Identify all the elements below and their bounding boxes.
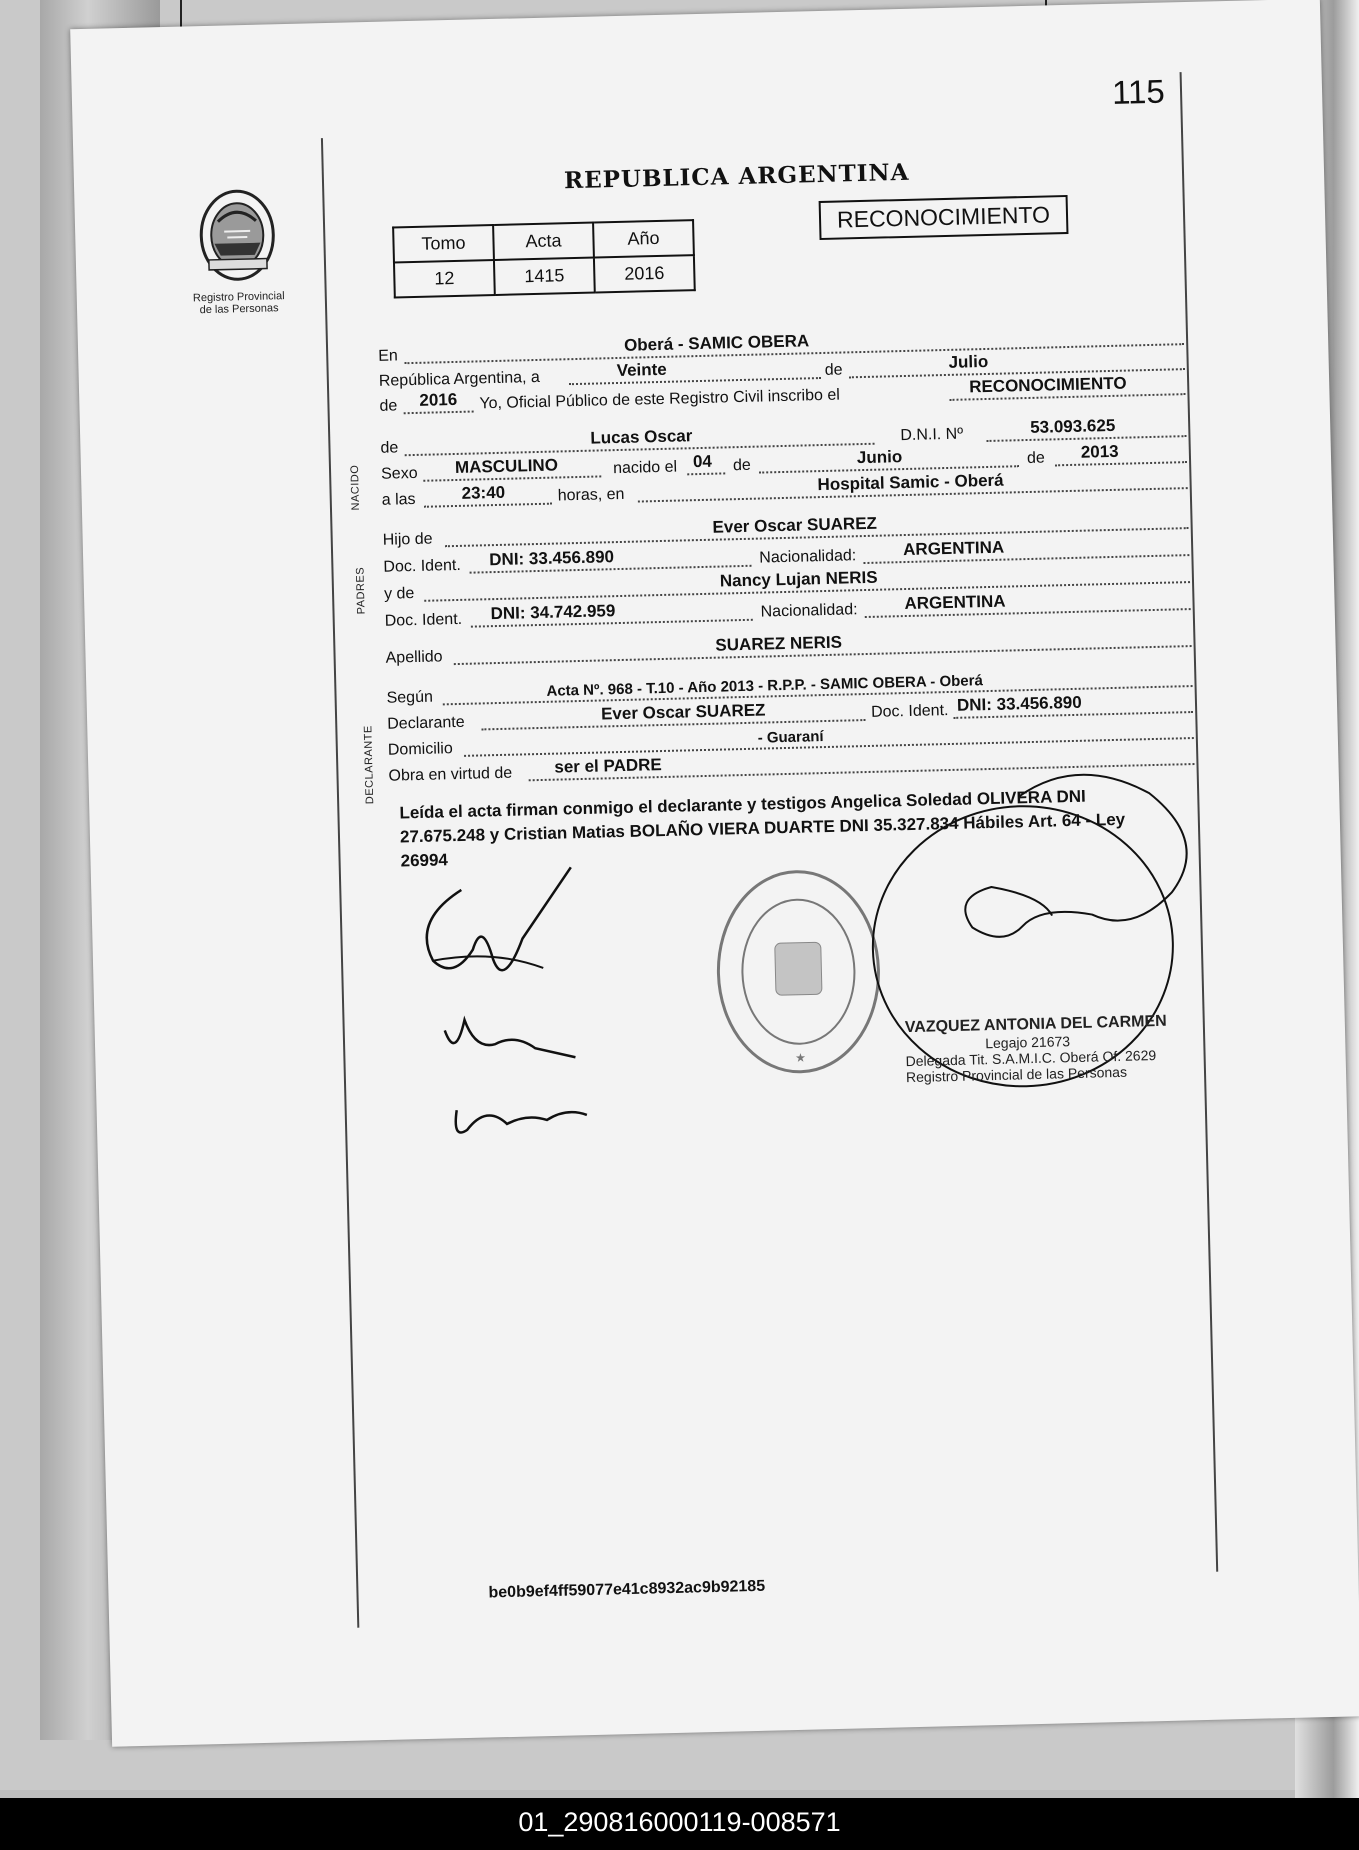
official-name: VAZQUEZ ANTONIA DEL CARMEN bbox=[904, 1012, 1167, 1037]
value-birth-month: Junio bbox=[856, 447, 903, 468]
label-sexo: Sexo bbox=[380, 464, 418, 483]
surname-row bbox=[385, 624, 1205, 670]
label-a-las: a las bbox=[381, 490, 416, 509]
dotted-line bbox=[1055, 461, 1187, 466]
label-nacionalidad-father: Nacionalidad: bbox=[759, 547, 857, 567]
label-hijo-de: Hijo de bbox=[382, 530, 433, 549]
acta-value: 1415 bbox=[494, 258, 595, 295]
label-doc-ident-declarant: Doc. Ident. bbox=[870, 702, 949, 721]
value-month: Julio bbox=[948, 351, 989, 372]
reference-value-row bbox=[394, 255, 695, 297]
label-declarante: Declarante bbox=[387, 713, 465, 733]
svg-text:★: ★ bbox=[794, 1050, 807, 1065]
tomo-header: Tomo bbox=[393, 225, 494, 262]
signature-declarant bbox=[425, 867, 573, 972]
label-doc-ident-father: Doc. Ident. bbox=[383, 556, 461, 576]
image-code: 01_290816000119-008571 bbox=[518, 1807, 841, 1837]
dotted-line bbox=[404, 411, 474, 415]
value-dni: 53.093.625 bbox=[1029, 415, 1116, 437]
label-oficial: Yo, Oficial Público de este Registro Civil inscribo el bbox=[479, 386, 841, 413]
value-birth-day: 04 bbox=[692, 451, 713, 472]
label-republica: República Argentina, a bbox=[378, 368, 541, 390]
value-by-virtue-of: ser el PADRE bbox=[554, 755, 662, 777]
value-act: RECONOCIMIENTO bbox=[968, 373, 1127, 397]
dotted-line bbox=[424, 503, 552, 508]
country-heading: REPUBLICA ARGENTINA bbox=[563, 158, 910, 195]
value-name: Lucas Oscar bbox=[590, 426, 693, 448]
scan-label-bar bbox=[0, 1798, 1359, 1850]
registry-caption-line2: de las Personas bbox=[199, 302, 279, 317]
acta-header: Acta bbox=[493, 223, 594, 260]
label-apellido: Apellido bbox=[385, 648, 443, 667]
value-surname: SUAREZ NERIS bbox=[715, 632, 843, 655]
document-hash: be0b9ef4ff59077e41c8932ac9b92185 bbox=[488, 1577, 766, 1602]
certificate-page bbox=[70, 0, 1359, 1747]
label-y-de: y de bbox=[383, 585, 415, 603]
value-year: 2016 bbox=[419, 389, 458, 410]
registry-logo bbox=[186, 184, 289, 316]
value-address: - Guaraní bbox=[757, 728, 824, 747]
label-horas-en: horas, en bbox=[557, 485, 625, 505]
value-place: Oberá - SAMIC OBERA bbox=[623, 331, 810, 355]
tomo-value: 12 bbox=[394, 260, 495, 297]
value-declarant: Ever Oscar SUAREZ bbox=[600, 700, 766, 724]
label-doc-ident-mother: Doc. Ident. bbox=[384, 610, 463, 630]
label-de-birthyear: de bbox=[1026, 449, 1045, 468]
label-de-month: de bbox=[732, 456, 752, 475]
official-legajo: Legajo 21673 bbox=[985, 1033, 1071, 1052]
value-sex: MASCULINO bbox=[454, 455, 559, 477]
value-according-to: Acta Nº. 968 - T.10 - Año 2013 - R.P.P. - SAMIC OBERA - Oberá bbox=[546, 672, 984, 700]
page-number: 115 bbox=[1111, 72, 1166, 111]
witness-signatures bbox=[391, 855, 658, 1161]
official-stamp bbox=[905, 1013, 1168, 1085]
value-mother-nationality: ARGENTINA bbox=[904, 591, 1006, 614]
label-dni: D.N.I. Nº bbox=[900, 425, 964, 445]
value-father-nationality: ARGENTINA bbox=[902, 537, 1005, 560]
label-nacionalidad-mother: Nacionalidad: bbox=[760, 601, 858, 621]
section-label-padres: PADRES bbox=[354, 566, 368, 615]
label-nacido-el: nacido el bbox=[612, 458, 678, 478]
value-birth-time: 23:40 bbox=[461, 482, 506, 503]
coat-of-arms-icon bbox=[193, 184, 281, 286]
section-label-declarante: DECLARANTE bbox=[362, 725, 377, 805]
label-segun: Según bbox=[386, 688, 434, 707]
section-label-nacido: NACIDO bbox=[348, 464, 363, 511]
value-day: Veinte bbox=[616, 359, 667, 381]
value-father-name: Ever Oscar SUAREZ bbox=[712, 513, 878, 537]
signature-witness-1 bbox=[445, 1017, 576, 1060]
official-org: Registro Provincial de las Personas bbox=[905, 1063, 1128, 1086]
label-en: En bbox=[378, 347, 399, 365]
anio-header: Año bbox=[593, 220, 694, 257]
label-obra-en-virtud: Obra en virtud de bbox=[388, 764, 513, 785]
official-title: Delegada Tit. S.A.M.I.C. Oberá Of. 2629 bbox=[905, 1047, 1157, 1070]
dotted-line bbox=[687, 472, 725, 475]
value-declarant-doc: DNI: 33.456.890 bbox=[956, 692, 1082, 715]
anio-value: 2016 bbox=[594, 255, 695, 292]
label-de-year: de bbox=[379, 397, 398, 415]
left-margin-rule bbox=[321, 138, 359, 1628]
signature-witness-2 bbox=[455, 1107, 587, 1133]
label-de-name: de bbox=[380, 439, 399, 457]
label-de: de bbox=[824, 361, 843, 379]
closing-statement: Leída el acta firman conmigo el declarante y testigos Angelica Soledad OLIVERA DNI 27.675.248 y Cristian Matias BOLAÑO VIERA DUARTE DNI 35.327.834 Hábiles Art. 64 - Ley 26994 bbox=[399, 786, 1126, 871]
label-domicilio: Domicilio bbox=[387, 740, 453, 759]
reference-table bbox=[392, 219, 696, 298]
value-birth-year: 2013 bbox=[1080, 441, 1119, 462]
value-father-doc: DNI: 33.456.890 bbox=[489, 547, 615, 570]
value-mother-name: Nancy Lujan NERIS bbox=[719, 567, 878, 591]
value-mother-doc: DNI: 34.742.959 bbox=[490, 601, 616, 624]
value-birth-place: Hospital Samic - Oberá bbox=[817, 470, 1004, 495]
act-type-box: RECONOCIMIENTO bbox=[819, 195, 1069, 240]
registry-caption-line1: Registro Provincial bbox=[192, 290, 285, 305]
